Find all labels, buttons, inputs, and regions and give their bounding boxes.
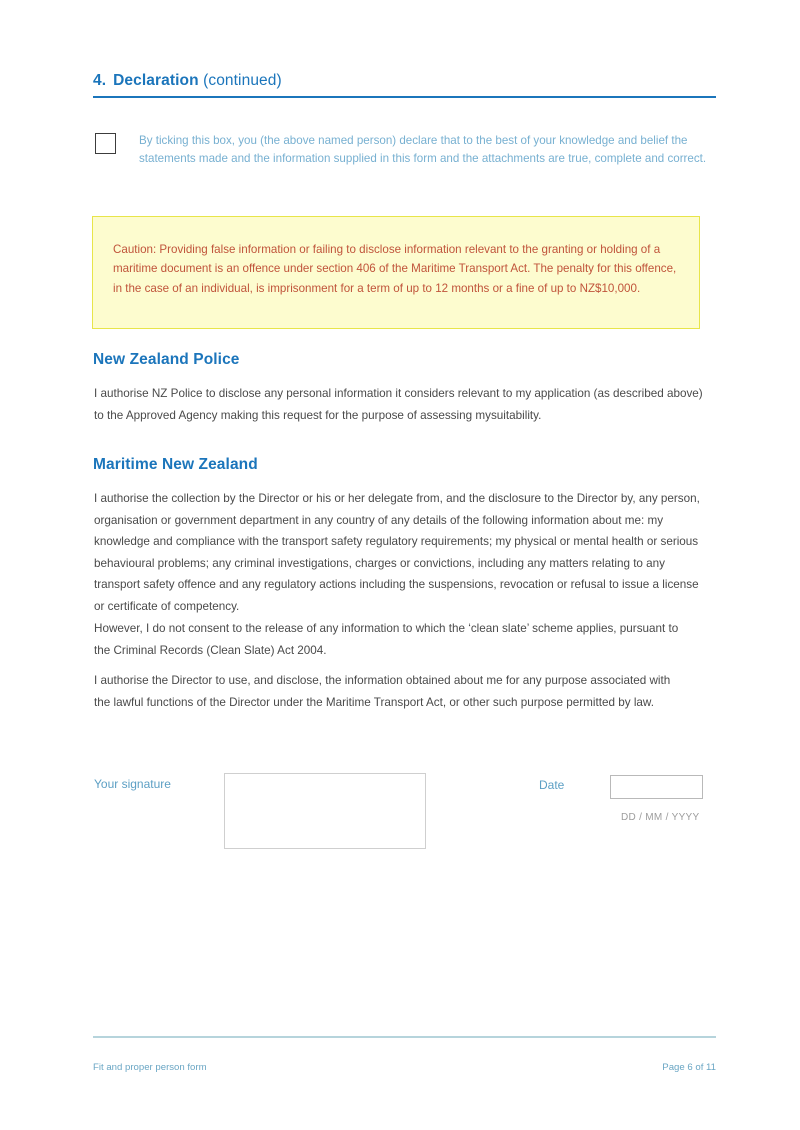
section-continued-label: (continued) bbox=[203, 72, 282, 89]
footer-page-number: Page 6 of 11 bbox=[662, 1062, 716, 1073]
section-title: Declaration bbox=[113, 72, 199, 89]
declaration-text: By ticking this box, you (the above named person) declare that to the best of your knowledge and belief the statements made and the information supplied in this form and the attachments are true, complete and correct. bbox=[139, 134, 707, 165]
heading-new-zealand-police: New Zealand Police bbox=[93, 351, 240, 368]
section-heading bbox=[93, 72, 716, 90]
police-paragraph: I authorise NZ Police to disclose any personal information it considers relevant to my application (as described above) to the Approved Agency making this request for the purpose of assessing mysuitability. bbox=[94, 387, 703, 422]
declaration-row bbox=[95, 132, 715, 168]
date-label: Date bbox=[539, 778, 565, 792]
caution-text: Caution: Providing false information or failing to disclose information relevant to the granting or holding of a maritime document is an offence under section 406 of the Maritime Transport Act. The penalty for this offence, in the case of an individual, is imprisonment for a term of up to 12 months or a fine of up to NZ$10,000. bbox=[113, 243, 677, 295]
section-heading-rule bbox=[93, 96, 716, 98]
signature-input[interactable] bbox=[224, 773, 426, 849]
maritime-paragraph-2: However, I do not consent to the release of any information to which the ‘clean slate’ scheme applies, pursuant to the Criminal Records (Clean Slate) Act 2004. bbox=[94, 622, 679, 657]
caution-box bbox=[92, 216, 700, 329]
date-input[interactable] bbox=[610, 775, 703, 799]
section-number: 4. bbox=[93, 72, 107, 89]
date-format-hint: DD / MM / YYYY bbox=[621, 812, 700, 823]
footer-form-name: Fit and proper person form bbox=[93, 1062, 207, 1073]
maritime-paragraph-1: I authorise the collection by the Director or his or her delegate from, and the disclosure to the Director by, any person, organisation or government department in any country of any details of the following information about me: my knowledge and compliance with the transport safety regulatory requirements; my physical or mental health or serious behavioural problems; any criminal investigations, charges or convictions, including any matters relating to any transport safety offence and any regulatory actions including the suspensions, revocation or refusal to issue a license or certificate of competency. bbox=[94, 492, 700, 613]
signature-label: Your signature bbox=[94, 777, 171, 791]
declaration-checkbox[interactable] bbox=[95, 133, 116, 154]
footer-rule bbox=[93, 1036, 716, 1038]
heading-maritime-new-zealand: Maritime New Zealand bbox=[93, 456, 258, 473]
maritime-paragraph-3: I authorise the Director to use, and disclose, the information obtained about me for any purpose associated with the lawful functions of the Director under the Maritime Transport Act, or other such purpose permitted by law. bbox=[94, 674, 671, 709]
